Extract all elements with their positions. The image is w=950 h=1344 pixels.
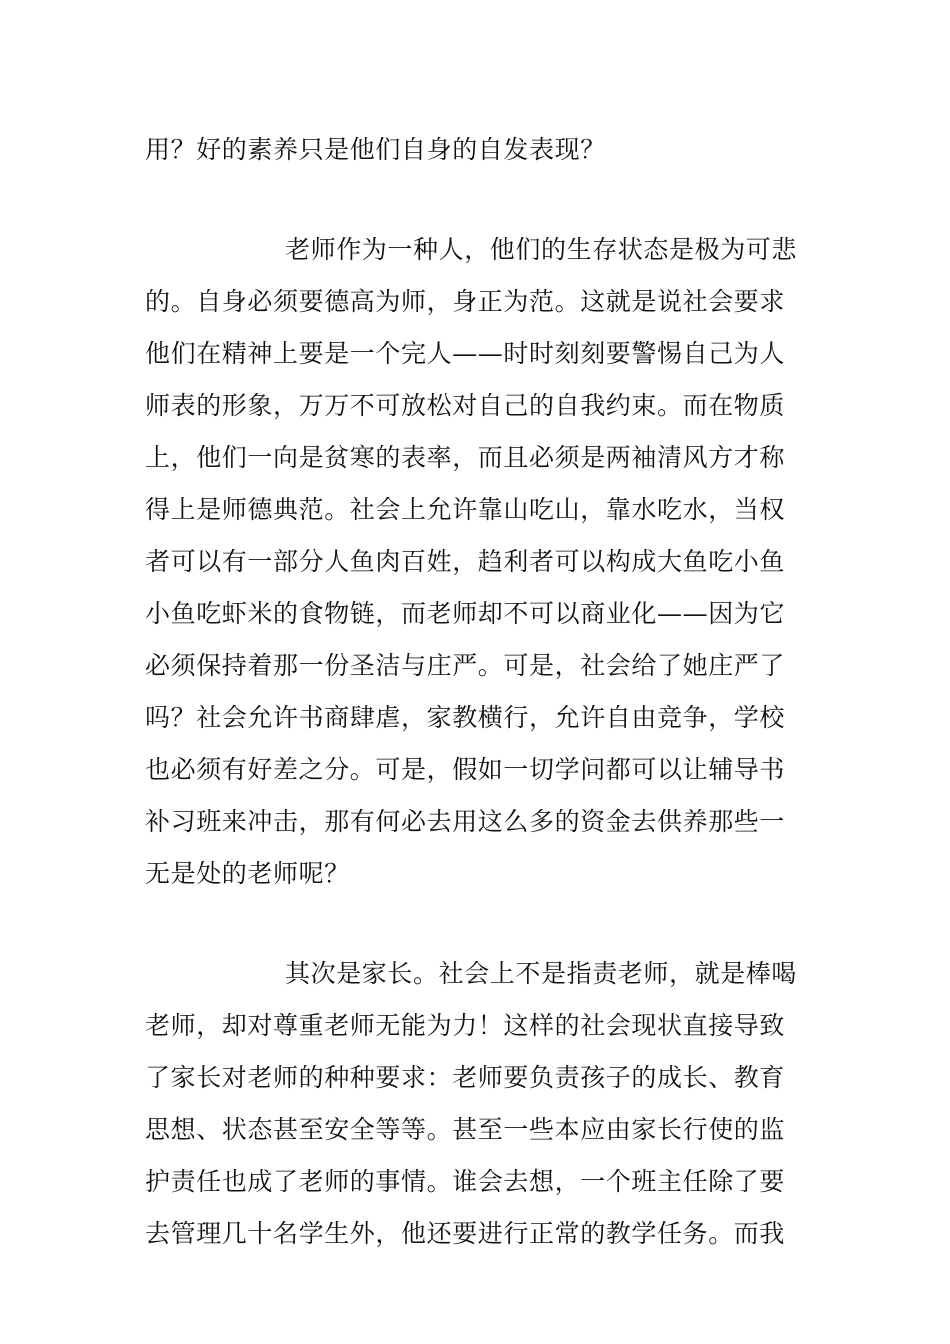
paragraph-3-line-6: 去管理几十名学生外，他还要进行正常的教学任务。而我	[145, 1219, 786, 1248]
paragraph-1-line-1: 用？好的素养只是他们自身的自发表现？	[145, 135, 606, 164]
paragraph-3-line-1: 其次是家长。社会上不是指责老师，就是棒喝	[285, 959, 798, 988]
paragraph-2-line-7: 者可以有一部分人鱼肉百姓，趋利者可以构成大鱼吃小鱼	[145, 547, 786, 576]
paragraph-2-line-9: 必须保持着那一份圣洁与庄严。可是，社会给了她庄严了	[145, 651, 786, 680]
paragraph-2-line-10: 吗？社会允许书商肆虐，家教横行，允许自由竞争，学校	[145, 703, 786, 732]
paragraph-2-line-2: 的。自身必须要德高为师，身正为范。这就是说社会要求	[145, 287, 786, 316]
paragraph-3-line-3: 了家长对老师的种种要求：老师要负责孩子的成长、教育	[145, 1063, 786, 1092]
paragraph-3-line-2: 老师，却对尊重老师无能为力！这样的社会现状直接导致	[145, 1011, 786, 1040]
paragraph-3-line-5: 护责任也成了老师的事情。谁会去想，一个班主任除了要	[145, 1167, 786, 1196]
paragraph-2-line-5: 上，他们一向是贫寒的表率，而且必须是两袖清风方才称	[145, 443, 786, 472]
paragraph-2-line-3: 他们在精神上要是一个完人——时时刻刻要警惕自己为人	[145, 339, 786, 368]
paragraph-2-line-11: 也必须有好差之分。可是，假如一切学问都可以让辅导书	[145, 755, 786, 784]
paragraph-2-line-4: 师表的形象，万万不可放松对自己的自我约束。而在物质	[145, 391, 786, 420]
paragraph-2-line-1: 老师作为一种人，他们的生存状态是极为可悲	[285, 235, 798, 264]
paragraph-2-line-13: 无是处的老师呢？	[145, 859, 350, 888]
paragraph-2-line-6: 得上是师德典范。社会上允许靠山吃山，靠水吃水，当权	[145, 495, 786, 524]
paragraph-2-line-8: 小鱼吃虾米的食物链，而老师却不可以商业化——因为它	[145, 599, 786, 628]
paragraph-2-line-12: 补习班来冲击，那有何必去用这么多的资金去供养那些一	[145, 807, 786, 836]
paragraph-3-line-4: 思想、状态甚至安全等等。甚至一些本应由家长行使的监	[145, 1115, 786, 1144]
